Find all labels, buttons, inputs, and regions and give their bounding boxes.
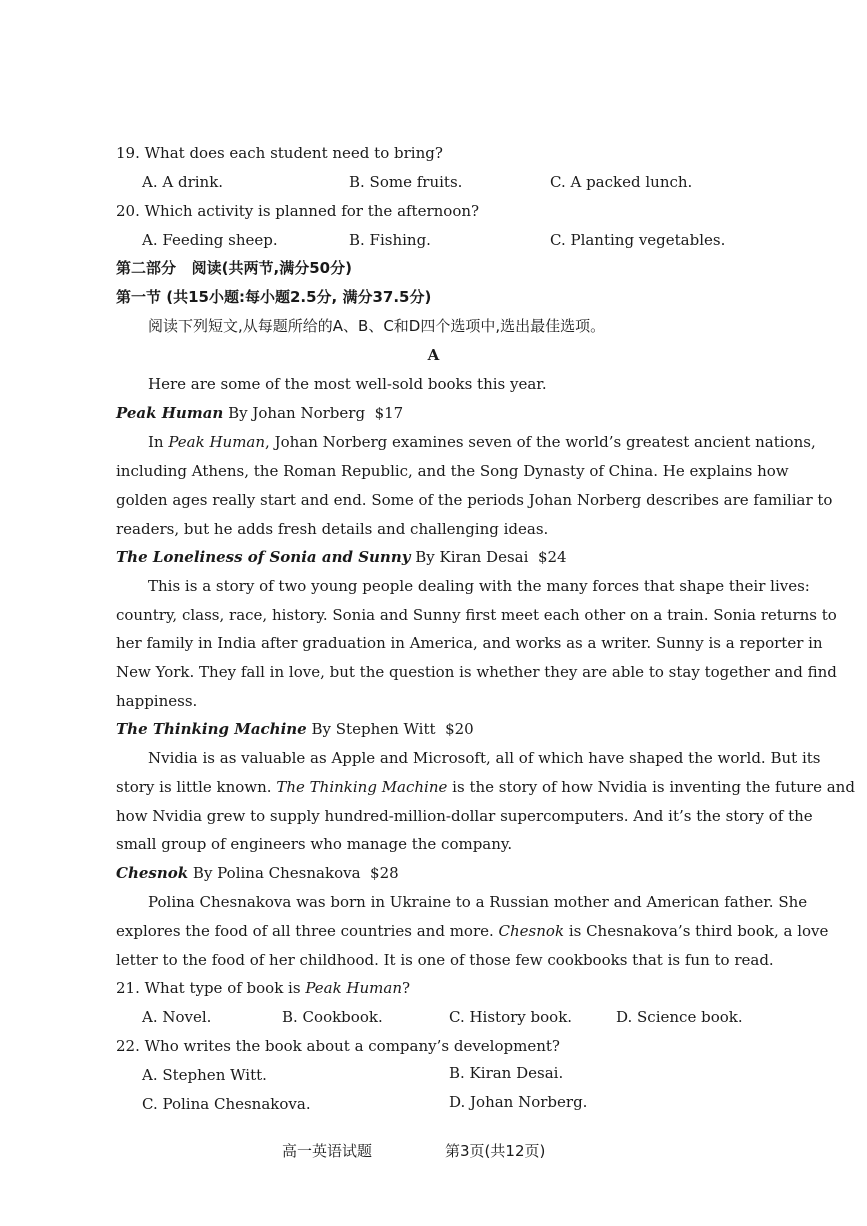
book-byline: By Stephen Witt $20 <box>311 720 474 738</box>
q19-option-b: B. Some fruits. <box>349 173 463 191</box>
book-heading <box>116 722 474 737</box>
q21-option-a: A. Novel. <box>142 1008 212 1026</box>
book-paragraph-line <box>116 924 828 939</box>
book-paragraph-line: golden ages really start and end. Some of the periods Johan Norberg describes are familiar to <box>116 491 833 509</box>
q20-option-c: C. Planting vegetables. <box>550 231 726 249</box>
q20-option-a: A. Feeding sheep. <box>142 231 278 249</box>
italic-title: Peak Human <box>168 433 266 451</box>
book-paragraph-line: This is a story of two young people dealing with the many forces that shape their lives: <box>148 577 810 595</box>
text-run: is Chesnakova’s third book, a love <box>564 922 829 940</box>
book-heading <box>116 406 403 421</box>
question-20-stem: 20. Which activity is planned for the afternoon? <box>116 202 480 220</box>
text-run: explores the food of all three countries and more. <box>116 922 499 940</box>
text-run: In <box>148 433 169 451</box>
text-run: is the story of how Nvidia is inventing the future and <box>447 778 855 796</box>
book-title: The Loneliness of Sonia and Sunny <box>116 548 411 566</box>
book-paragraph-line: her family in India after graduation in America, and works as a writer. Sunny is a reporter in <box>116 634 823 652</box>
part2-title: 第二部分 阅读(共两节,满分50分) <box>116 259 352 277</box>
q21-option-c: C. History book. <box>449 1008 573 1026</box>
book-paragraph-line: small group of engineers who manage the company. <box>116 835 513 853</box>
q19-option-c: C. A packed lunch. <box>550 173 693 191</box>
book-title: Peak Human <box>116 404 224 422</box>
book-byline: By Polina Chesnakova $28 <box>192 864 399 882</box>
book-byline: By Kiran Desai $24 <box>415 548 567 566</box>
book-heading <box>116 866 399 881</box>
q21-option-d: D. Science book. <box>616 1008 743 1026</box>
book-paragraph-line: Nvidia is as valuable as Apple and Microsoft, all of which have shaped the world. But its <box>148 749 821 767</box>
question-21-stem <box>116 981 410 996</box>
text-run: 21. What type of book is <box>116 979 306 997</box>
book-paragraph-line: happiness. <box>116 692 198 710</box>
book-byline: By Johan Norberg $17 <box>228 404 404 422</box>
q19-option-a: A. A drink. <box>142 173 224 191</box>
book-title: The Thinking Machine <box>116 720 307 738</box>
question-19-stem: 19. What does each student need to bring? <box>116 144 443 162</box>
book-paragraph-line: New York. They fall in love, but the question is whether they are able to stay together and find <box>116 663 837 681</box>
passage-intro: Here are some of the most well-sold books this year. <box>148 375 547 393</box>
passage-label: A <box>427 346 440 364</box>
book-paragraph-line <box>116 780 855 795</box>
question-22-stem: 22. Who writes the book about a company’s development? <box>116 1037 560 1055</box>
q21-option-b: B. Cookbook. <box>282 1008 383 1026</box>
book-title: Chesnok <box>116 864 189 882</box>
italic-title: Peak Human <box>305 979 402 997</box>
book-paragraph-line: how Nvidia grew to supply hundred-million-dollar supercomputers. And it’s the story of the <box>116 807 813 825</box>
italic-title: Chesnok <box>498 922 565 940</box>
footer-subject: 高一英语试题 <box>282 1142 373 1160</box>
text-run: story is little known. <box>116 778 277 796</box>
q22-option-c: C. Polina Chesnakova. <box>142 1095 311 1113</box>
q20-option-b: B. Fishing. <box>349 231 431 249</box>
text-run: , Johan Norberg examines seven of the world’s greatest ancient nations, <box>265 433 816 451</box>
q22-option-d: D. Johan Norberg. <box>449 1093 588 1111</box>
book-paragraph-line: readers, but he adds fresh details and challenging ideas. <box>116 520 549 538</box>
text-run: ? <box>402 979 411 997</box>
q22-option-b: B. Kiran Desai. <box>449 1064 564 1082</box>
book-paragraph-line <box>148 435 816 450</box>
section1-title: 第一节 (共15小题:每小题2.5分, 满分37.5分) <box>116 288 432 306</box>
book-paragraph-line: including Athens, the Roman Republic, and the Song Dynasty of China. He explains how <box>116 462 789 480</box>
footer-page-number: 第3页(共12页) <box>445 1142 546 1160</box>
book-paragraph-line: letter to the food of her childhood. It is one of those few cookbooks that is fun to read. <box>116 951 774 969</box>
book-paragraph-line: Polina Chesnakova was born in Ukraine to a Russian mother and American father. She <box>148 893 808 911</box>
italic-title: The Thinking Machine <box>276 778 448 796</box>
reading-instruction: 阅读下列短文,从每题所给的A、B、C和D四个选项中,选出最佳选项。 <box>148 317 606 335</box>
book-heading <box>116 550 567 565</box>
book-paragraph-line: country, class, race, history. Sonia and Sunny first meet each other on a train. Sonia returns to <box>116 606 837 624</box>
q22-option-a: A. Stephen Witt. <box>142 1066 267 1084</box>
